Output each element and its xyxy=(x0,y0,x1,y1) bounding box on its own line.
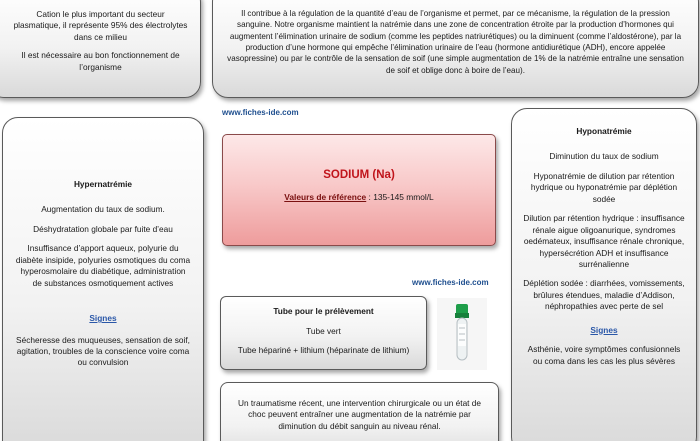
hyponatremia-signes-text: Asthénie, voire symptômes confusionnels ou coma dans les cas les plus sévères xyxy=(527,344,681,366)
hypernatremia-card xyxy=(2,117,204,441)
hypernatremia-signes-text: Sécheresse des muqueuses, sensation de soif, agitation, troubles de la conscience voire coma ou convulsion xyxy=(16,334,190,368)
cation-text-2: Il est nécessaire au bon fonctionnement de l’organisme xyxy=(21,50,180,72)
reference-values-range: : 135-145 mmol/L xyxy=(366,191,434,202)
hyponatremia-item: Dilution par rétention hydrique : insuffisance rénale aigue oligoanurique, syndromes oedémateux, insuffisance rénale chronique, hypersécrétion ADH et insuffisance surrénalienne xyxy=(523,213,685,269)
regulation-text: Il contribue à la régulation de la quantité d’eau de l’organisme et permet, par ce mécanisme, la régulation de la pression sanguine. Notre organisme maintient la natrémie dans une zone de concentration étroite par la production d’hormones qui augmentent l’élimination urinaire de sodium (comme les peptides natriurétiques) ou la diminuent (comme l’aldostérone), par la production d’une hormone qui empêche l’élimination urinaire de l’eau (hormone antidiurétique (ADH), encore appelée vasopressine) ou par le contrôle de la sensation de soif (une simple augmentation de 1% de la natrémie entraîne une sensation de soif et oblige donc à boire de l’eau). xyxy=(227,9,684,75)
tube-color: Tube vert xyxy=(306,326,341,337)
reference-values xyxy=(223,192,495,204)
cation-card xyxy=(0,0,201,98)
hypernatremia-item: Augmentation du taux de sodium. xyxy=(41,204,165,215)
hypernatremia-item: Insuffisance d’apport aqueux, polyurie du diabète insipide, polyuries osmotiques du coma hyperosmolaire du diabétique, administration de substances osmotiquement actives xyxy=(15,243,191,288)
sodium-card xyxy=(222,134,496,246)
cation-text-1: Cation le plus important du secteur plasmatique, il représente 95% des électrolytes dans ce milieu xyxy=(13,9,188,42)
hyponatremia-title: Hyponatrémie xyxy=(576,126,632,136)
blood-collection-tube-icon xyxy=(437,298,487,370)
regulation-card xyxy=(212,0,699,98)
tube-title: Tube pour le prélèvement xyxy=(273,306,374,316)
reference-values-label: Valeurs de référence xyxy=(284,191,367,202)
sodium-title: SODIUM (Na) xyxy=(323,169,395,181)
hypernatremia-title: Hypernatrémie xyxy=(73,179,133,189)
hyponatremia-item: Diminution du taux de sodium xyxy=(549,151,659,162)
trauma-text: Un traumatisme récent, une intervention chirurgicale ou un état de choc peuvent entraîner une augmentation de la natrémie par diminution du débit sanguin au niveau rénal. xyxy=(237,398,482,431)
tube-card xyxy=(220,296,427,370)
hyponatremia-item: Déplétion sodée : diarrhées, vomissements, brûlures étendues, maladie d’Addison, néphropathies avec perte de sel xyxy=(523,278,685,312)
hypernatremia-item: Déshydratation globale par fuite d’eau xyxy=(33,223,173,234)
hyponatremia-item: Hyponatrémie de dilution par rétention hydrique ou hyponatrémie par déplétion sodée xyxy=(530,170,678,204)
tube-description: Tube hépariné + lithium (héparinate de lithium) xyxy=(237,344,410,355)
website-link-middle[interactable]: www.fiches-ide.com xyxy=(412,278,489,287)
hyponatremia-signes-heading: Signes xyxy=(590,324,618,335)
trauma-card xyxy=(220,382,499,441)
hyponatremia-card xyxy=(511,108,697,441)
hypernatremia-signes-heading: Signes xyxy=(89,313,117,324)
website-link-top[interactable]: www.fiches-ide.com xyxy=(222,108,299,117)
